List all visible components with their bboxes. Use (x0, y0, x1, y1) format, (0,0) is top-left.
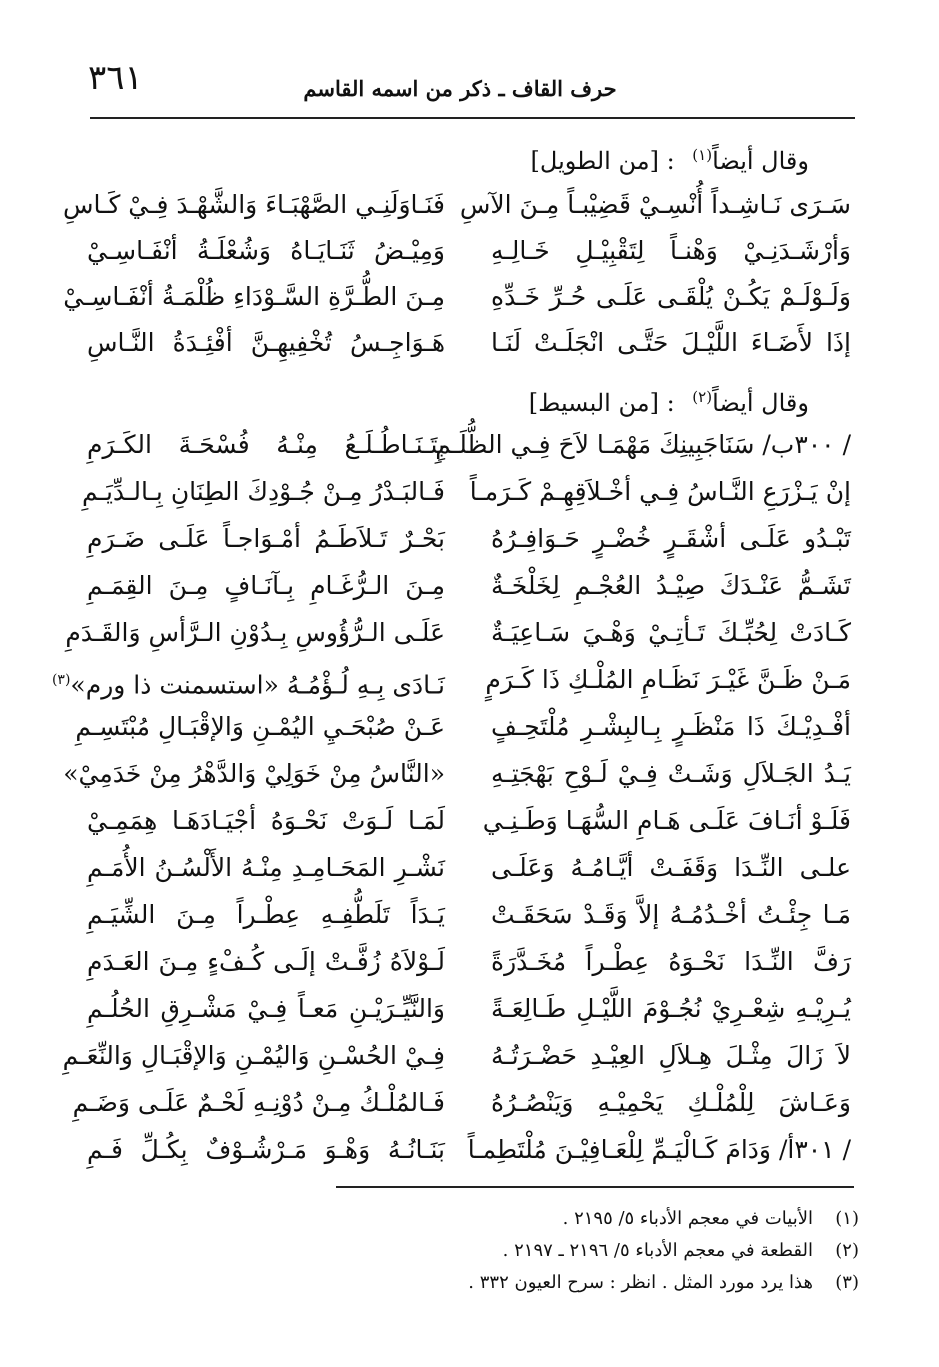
verse-line: مَـنْ ظَـنَّ غَيْـرَ نَظَـامِ المُلْـكِ ذَا كَـرَمٍ (485, 665, 851, 694)
verse-line: فَنَـاوَلَنِـي الصَّهْبَـاءَ وَالشَّهْـدَ فِـيْ كَـاسِ (62, 190, 445, 219)
verse-line: هَـوَاجِـسُ تُخْفِيهِـنَّ أفْئِـدَةُ النَّـاسِ (87, 328, 445, 357)
verse-line: إنْ يَـزْرَعِ النَّـاسُ فِـي أخْـلاَقِهِـمْ كَـرَمـاً (469, 477, 851, 506)
poem1-intro-text: وقال أيضاً (712, 147, 809, 175)
verse-line: أفْـدِيْـكَ ذَا مَنْظَـرٍ بِـالبِشْـرِ مُلْتَحِـفٍ (491, 712, 851, 741)
verse-line: مَـا جِئْـتُ أخْـدُمُـهُ إلاَّ وَقَـدْ سَحَقَـتْ (491, 900, 851, 929)
verse-line: عَـنْ صُبْحَـيِ اليُمْـنِ وَالإقْبَـالِ مُبْتَسِـمِ (75, 712, 445, 741)
verse-line: وَأرْشَـدَنِـيْ وَهْنـاً لِتَقْبِيْـلِ خَـالِـهِ (491, 236, 851, 265)
verse-line: سَـرَى نَـاشِـداً أُنْسِـيْ قَضِيْبـاً مِـنَ الآسِ (459, 190, 851, 219)
verse-line: / ٣٠١أ/ وَدَامَ كَـالْيَـمِّ لِلْعَـافِيْـنَ مُلْتَطِمـاً (467, 1135, 851, 1164)
footnote-number: (٣) (835, 1272, 859, 1293)
verse-line: وَعَـاشَ لِلْمُلْـكِ يَحْمِيْـهِ وَيَنْصُـرُهُ (491, 1088, 851, 1117)
verse-line: بِتَـنَـاطُـلَـعُ مِنْـهُ فُسْحَـةَ الكَـرَمِ (87, 430, 445, 459)
verse-line: إذَا لأَضَـاءَ اللَّيْـلَ حَتَّـى انْجَلَـتْ لَنَـا (491, 328, 851, 357)
running-title: حرف القاف ـ ذكر من اسمه القاسم (303, 76, 617, 101)
verse-line: مِـنَ الـرُّغَـامِ بِـآنَـافٍ مِـنَ القِمَـمِ (87, 571, 445, 600)
verse-line: مِـنَ الطُّـرَّةِ السَّـوْدَاءِ ظُلْمَـةُ أنْفَـاسِـيْ (63, 282, 445, 311)
header-divider (90, 117, 855, 119)
poem2-intro (479, 378, 809, 422)
verse-line: كَـادَتْ لِحُبِّـكَ تَـأتِـيْ وَهْـيَ سَـاعِيَـةٌ (491, 618, 851, 647)
verse-line: يُـرِيْـهِ شِعْـرِيْ نُجُـوْمَ اللَّيْـلِ طَـالِعَـةً (491, 994, 851, 1023)
verse-line: نَشْـرِ المَحَـامِـدِ مِنْـهُ الأَلْسُـنُ الأُمَـمِ (87, 853, 445, 882)
footnote (439, 1238, 859, 1264)
verse-line: تَشَـمُّ عَنْـدَكَ صِيْـدُ العُجْـمِ لِخَلْخَـةٌ (491, 571, 851, 600)
verse-line: تَبْـدُو عَلَـى أشْقَـرٍ خُضْـرٍ حَـوَافِـرُهُ (491, 524, 851, 553)
verse-line: عَلَـى الـرُّؤُوسِ بِـدُوْنِ الـرَّأسِ وَالقَـدَمِ (65, 618, 445, 647)
footnote-number: (١) (835, 1208, 859, 1229)
verse-line: وَلَـوْلَـمْ يَكُـنْ يُلْقَـى عَلَـى حُـرِّ خَـدِّهِ (491, 282, 851, 311)
footnote-text: هذا يرد مورد المثل . انظر : سرح العيون ٣٣٢ . (468, 1272, 813, 1293)
poem1-intro (479, 136, 809, 180)
verse-line: وَالنَّيِّـرَيْـنِ مَعـاً فِـيْ مَشْـرِقِ الحُلُـمِ (87, 994, 445, 1023)
verse-line: بَحْـرٌ تَـلاَطَـمُ أمْـوَاجـاً عَلَـى ضَـرَمِ (87, 524, 445, 553)
verse-line: يَـدَاً تَلَطُّفِـهِ عِطْـراً مِـنَ الشِّيَـمِ (87, 900, 445, 929)
verse-line: وَمِيْـضُ ثَنَـايَـاهُ وَشُعْلَـةُ أنْفَـاسِـيْ (87, 236, 445, 265)
verse-line: «النَّاسُ مِنْ خَوَلِيْ وَالدَّهْرُ مِنْ خَدَمِيْ» (63, 759, 445, 788)
verse-line: فَـالمُلْـكُ مِـنْ دُوْنِـهِ لَحْـمٌ عَلَـى وَضَـمِ (72, 1088, 445, 1117)
verse-line: نَـادَى بِـهِ لُـؤْمُـهُ «استسمنت ذا ورم» (70, 670, 445, 700)
poem1-meter: : [من الطويل] (530, 147, 675, 175)
inline-note-marker: (٣) (51, 672, 71, 688)
verse-line: لَـوْلاَهُ زُفَّـتْ إلَـى كُـفْءٍ مِـنَ العَـدَمِ (87, 947, 445, 976)
verse-line: فَلَـوْ أنَـافَ عَلَـى هَـامِ السُّهَـا وَطَـنِـي (482, 806, 851, 835)
footnote-number: (٢) (835, 1240, 859, 1261)
footnote-text: الأبيات في معجم الأدباء ٥/ ٢١٩٥ . (562, 1208, 813, 1229)
verse-line: علـى النِّـدَا وَقَفَـتْ أيَّـامُـهُ وَعَلَـى (491, 853, 851, 882)
verse-line: فِـيْ الحُسْـنِ وَاليُمْـنِ وَالإقْبَـالِ وَالنِّعَـمِ (62, 1041, 445, 1070)
verse-line: لاَ زَالَ مِثْـلَ هِـلاَلِ العِيْـدِ حَضْـرَتُـهُ (491, 1041, 851, 1070)
footnote-divider (336, 1186, 854, 1188)
footnote (439, 1270, 859, 1296)
verse-line: يَـدُ الجَـلاَلِ وَشَـتْ فِـيْ لَـوْحِ بَهْجَتِـهِ (491, 759, 851, 788)
verse-line: رَفَّ النِّـدَا نَحْـوَهُ عِطْـراً مُخَـدَّرَةً (491, 947, 851, 976)
poem2-intro-text: وقال أيضاً (712, 389, 809, 417)
verse-line: بَنَـانُـهُ وَهْـوَ مَـرْشُـوْفٌ بِكُـلِّ فَـمِ (87, 1135, 445, 1164)
poem2-note-marker: (٢) (692, 388, 713, 406)
footnote-text: القطعة في معجم الأدباء ٥/ ٢١٩٦ ـ ٢١٩٧ . (502, 1240, 813, 1261)
poem2-meter: : [من البسيط] (528, 389, 675, 417)
verse-line: / ٣٠٠ب/ سَنَاجَبِينِكَ مَهْمَـا لاَحَ فِـي الظُّلَـمِ (435, 430, 851, 459)
verse-line-with-note (51, 660, 445, 705)
verse-line: فَـالبَـدْرُ مِـنْ جُـوْدِكَ الطِنَانِ بِـالـدِّيَـمِ (81, 477, 445, 506)
poem1-note-marker: (١) (692, 146, 713, 164)
page-number: ٣٦١ (88, 58, 143, 98)
verse-line: لَمَـا لَـوَتْ نَحْـوَهُ أجْيَـادَهَـا هِمَمِـيْ (87, 806, 445, 835)
footnote (439, 1206, 859, 1232)
